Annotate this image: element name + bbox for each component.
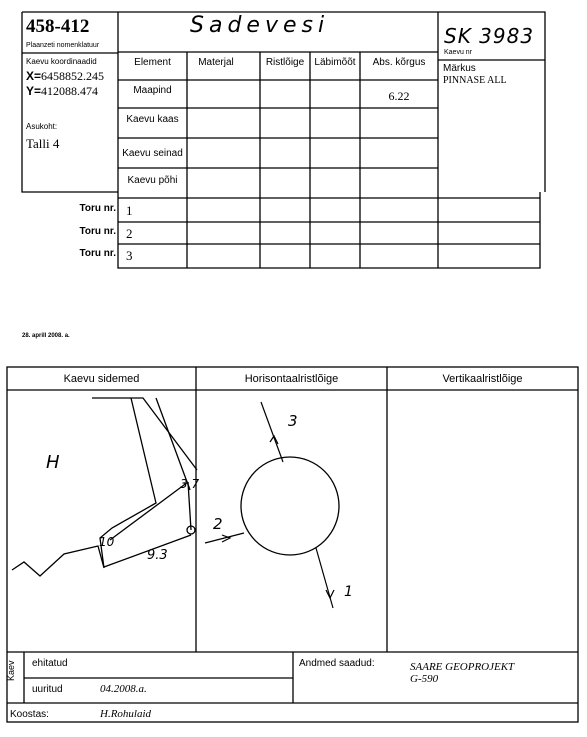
source-company: SAARE GEOPROJEKT [410,661,515,673]
col-horizontal-section: Horisontaalristlõige [244,373,339,385]
source-label: Andmed saadud: [299,658,375,669]
row-element: Kaevu põhi [127,175,178,186]
pipe-number-handwritten: 3 [288,412,298,430]
col-vertical-section: Vertikaalristlõige [442,373,523,385]
well-number-label: Kaevu nr [444,49,473,56]
pipe-arrows [205,402,334,608]
col-material: Materjal [198,57,234,68]
source-code: G-590 [410,673,439,685]
well-side-label: Kaev [6,660,16,681]
pipe-number-handwritten: 1 [344,584,353,600]
pipe-number: 2 [126,226,133,241]
col-diameter: Läbimõõt [314,57,356,68]
pipe-label: Toru nr. [79,203,116,214]
manhole-circle [241,457,339,555]
map-sheet-label: Plaanzeti nomenklatuur [26,42,100,49]
map-sheet-code: 458-412 [26,16,90,37]
pipe-label: Toru nr. [79,248,116,259]
well-number-handwritten: SK 3983 [444,24,535,48]
built-label: ehitatud [32,658,68,669]
notes-label: Märkus [443,63,476,74]
col-cross-section: Ristlõige [265,57,305,68]
author-label: Koostas: [10,709,49,720]
surveyed-label: uuritud [32,684,63,695]
row-element: Kaevu seinad [122,148,183,159]
distance-handwritten: 3.7 [180,477,200,491]
author-value: H.Rohulaid [100,708,152,720]
col-abs-height: Abs. kõrgus [372,57,426,68]
notes-value: PINNASE ALL [443,75,507,86]
col-well-ties: Kaevu sidemed [63,373,140,385]
h-mark-handwritten: H [46,452,60,473]
date-line: 28. aprill 2008. a. [22,333,70,339]
y-coordinate: Y=412088.474 [26,84,99,98]
location-label: Asukoht: [26,122,58,131]
row-element: Maapind [133,85,172,96]
coords-label: Kaevu koordinaadid [26,57,97,66]
row-abs-height: 6.22 [388,89,410,103]
col-element: Element [134,57,171,68]
building-outline [12,398,200,576]
well-type-handwritten: Sadevesi [190,13,330,38]
x-coordinate: X=6458852.245 [26,69,105,83]
surveyed-value: 04.2008.a. [100,683,147,695]
distance-handwritten: 9.3 [147,548,168,563]
pipe-number-handwritten: 2 [213,515,223,533]
distance-handwritten: 10 [99,535,115,549]
location-value: Talli 4 [26,136,60,151]
pipe-label: Toru nr. [79,226,116,237]
pipe-number: 1 [126,203,133,218]
pipe-number: 3 [126,248,133,263]
row-element: Kaevu kaas [126,114,179,125]
